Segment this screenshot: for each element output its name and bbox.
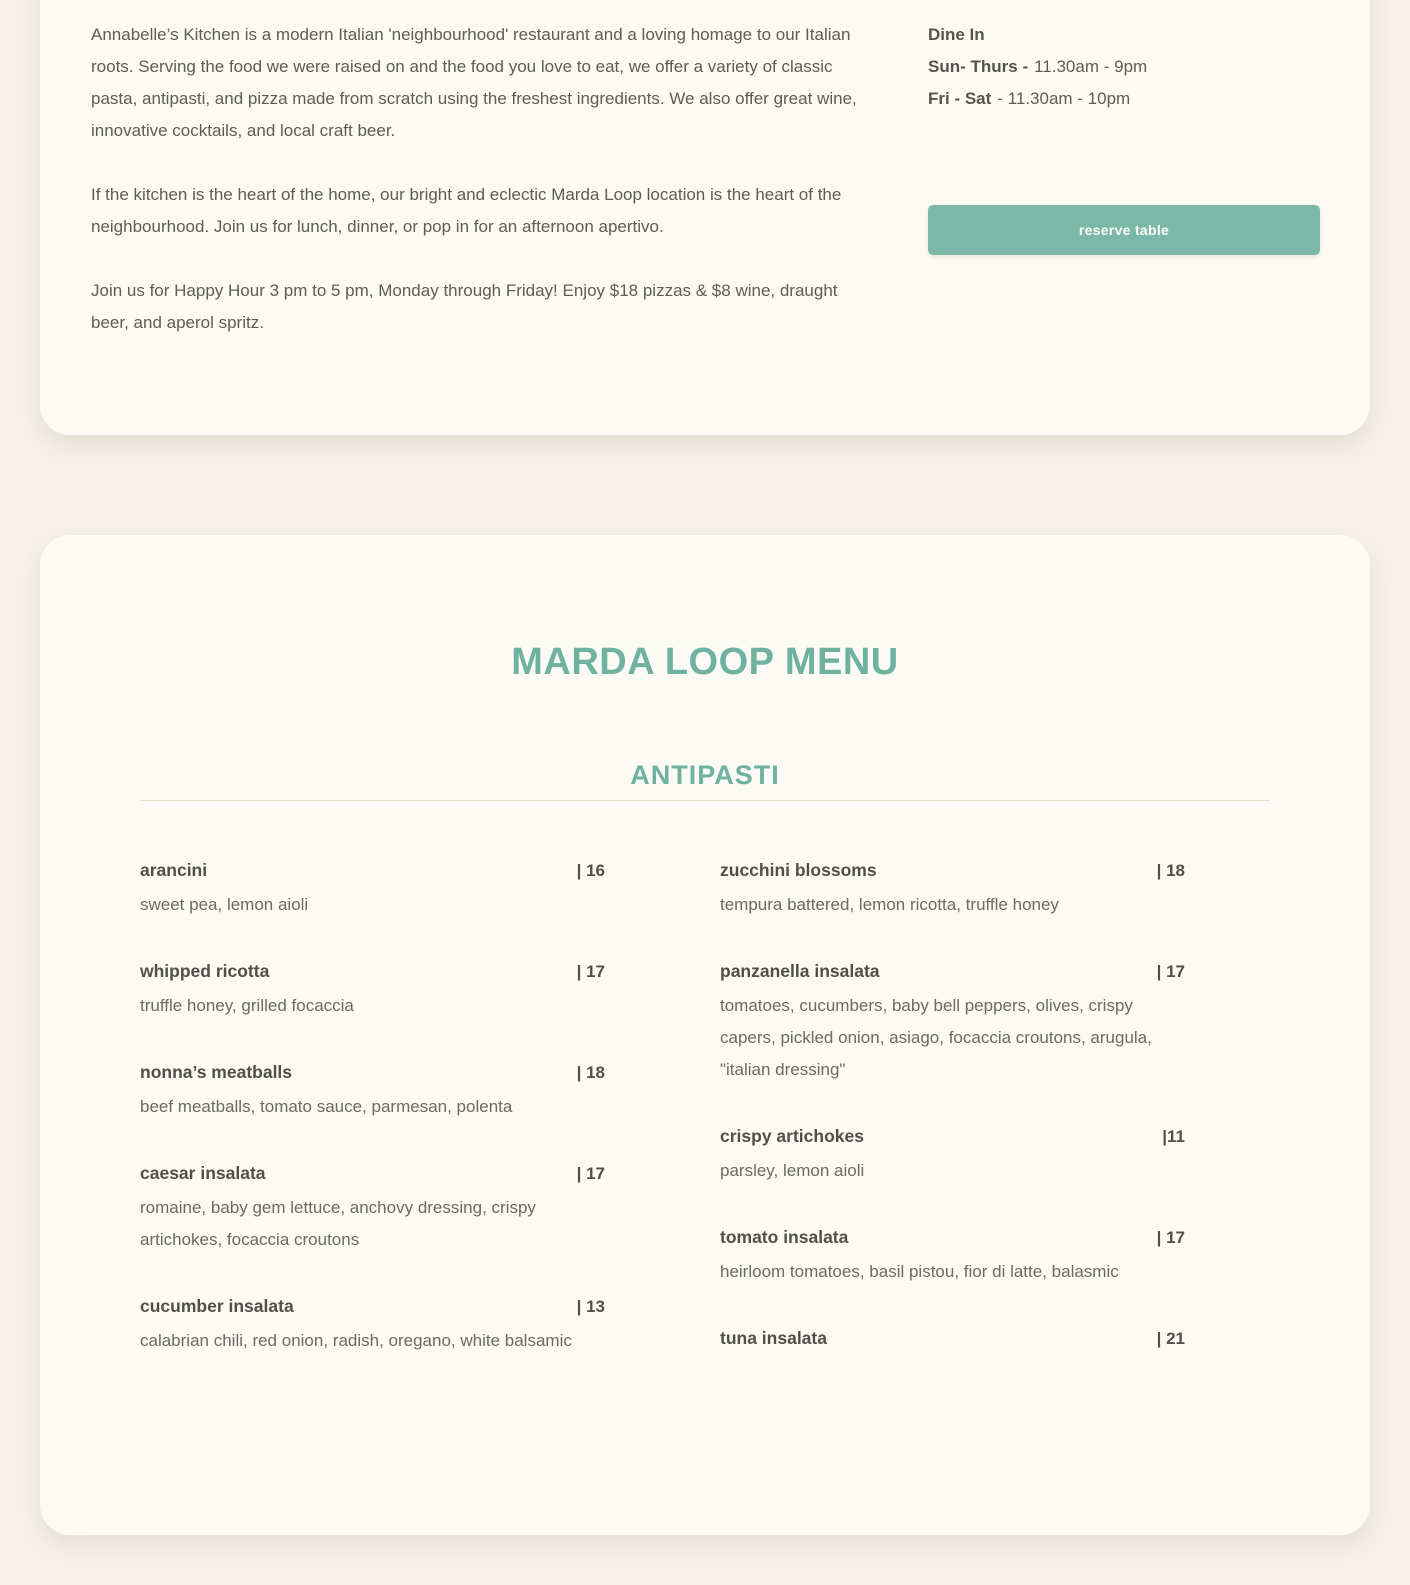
item-price: | 17 bbox=[576, 962, 605, 981]
item-name: crispy artichokes bbox=[720, 1126, 864, 1146]
item-price: | 18 bbox=[576, 1063, 605, 1082]
menu-item-panzanella-insalata bbox=[720, 955, 1185, 1086]
item-name: panzanella insalata bbox=[720, 961, 880, 981]
hours-row-sun-thurs bbox=[928, 51, 1320, 83]
reserve-table-button[interactable]: reserve table bbox=[928, 205, 1320, 255]
intro-card bbox=[40, 0, 1370, 435]
menu-card bbox=[40, 535, 1370, 1535]
menu-item-arancini bbox=[140, 854, 605, 921]
hours-label: Sun- Thurs - bbox=[928, 57, 1029, 76]
intro-paragraph-2: If the kitchen is the heart of the home, our bright and eclectic Marda Loop location is the heart of the neighbourhood. Join us for lunch, dinner, or pop in for an afternoon apertivo. bbox=[91, 185, 842, 236]
menu-item-whipped-ricotta bbox=[140, 955, 605, 1022]
item-description: truffle honey, grilled focaccia bbox=[140, 996, 354, 1015]
dine-in-heading: Dine In bbox=[928, 25, 985, 44]
item-description: beef meatballs, tomato sauce, parmesan, polenta bbox=[140, 1097, 513, 1116]
intro-paragraph-1: Annabelle’s Kitchen is a modern Italian 'neighbourhood' restaurant and a loving homage to our Italian roots. Serving the food we were raised on and the food you love to eat, we offer a variety of classic pasta, antipasti, and pizza made from scratch using the freshest ingredients. We also offer great wine, innovative cocktails, and local craft beer. bbox=[91, 25, 857, 140]
hours-value: - 11.30am - 10pm bbox=[997, 89, 1131, 108]
menu-grid bbox=[140, 854, 1270, 1391]
item-name: nonna’s meatballs bbox=[140, 1062, 293, 1082]
item-name: zucchini blossoms bbox=[720, 860, 877, 880]
item-name: cucumber insalata bbox=[140, 1296, 294, 1316]
item-name: whipped ricotta bbox=[140, 961, 270, 981]
item-price: | 18 bbox=[1156, 861, 1185, 880]
item-price: |11 bbox=[1162, 1127, 1185, 1146]
menu-item-nonnas-meatballs bbox=[140, 1056, 605, 1123]
hours-row-fri-sat bbox=[928, 83, 1320, 115]
hours-and-reserve-panel bbox=[928, 19, 1320, 255]
hours-label: Fri - Sat bbox=[928, 89, 992, 108]
item-name: caesar insalata bbox=[140, 1163, 266, 1183]
item-description: calabrian chili, red onion, radish, oregano, white balsamic bbox=[140, 1331, 572, 1350]
section-title-antipasti: ANTIPASTI bbox=[140, 758, 1270, 801]
menu-item-caesar-insalata bbox=[140, 1157, 605, 1256]
item-price: | 21 bbox=[1156, 1329, 1185, 1348]
menu-item-cucumber-insalata bbox=[140, 1290, 605, 1357]
item-description: sweet pea, lemon aioli bbox=[140, 895, 309, 914]
menu-item-crispy-artichokes bbox=[720, 1120, 1185, 1187]
menu-item-zucchini-blossoms bbox=[720, 854, 1185, 921]
intro-paragraph-3: Join us for Happy Hour 3 pm to 5 pm, Monday through Friday! Enjoy $18 pizzas & $8 wine, draught beer, and aperol spritz. bbox=[91, 281, 838, 332]
item-description: tempura battered, lemon ricotta, truffle honey bbox=[720, 895, 1059, 914]
menu-item-tomato-insalata bbox=[720, 1221, 1185, 1288]
menu-column-left bbox=[140, 854, 605, 1391]
menu-column-right bbox=[720, 854, 1185, 1391]
item-description: romaine, baby gem lettuce, anchovy dressing, crispy artichokes, focaccia croutons bbox=[140, 1198, 536, 1249]
hours-value: 11.30am - 9pm bbox=[1034, 57, 1148, 76]
item-price: | 13 bbox=[576, 1297, 605, 1316]
intro-description bbox=[91, 19, 871, 339]
item-description: tomatoes, cucumbers, baby bell peppers, olives, crispy capers, pickled onion, asiago, focaccia croutons, arugula, "italian dressing" bbox=[720, 996, 1152, 1079]
item-name: arancini bbox=[140, 860, 208, 880]
item-price: | 16 bbox=[576, 861, 605, 880]
item-description: parsley, lemon aioli bbox=[720, 1161, 865, 1180]
item-price: | 17 bbox=[576, 1164, 605, 1183]
item-description: heirloom tomatoes, basil pistou, fior di latte, balasmic bbox=[720, 1262, 1119, 1281]
item-name: tuna insalata bbox=[720, 1328, 827, 1348]
item-name: tomato insalata bbox=[720, 1227, 849, 1247]
item-price: | 17 bbox=[1156, 1228, 1185, 1247]
menu-item-tuna-insalata bbox=[720, 1322, 1185, 1355]
item-price: | 17 bbox=[1156, 962, 1185, 981]
menu-title: MARDA LOOP MENU bbox=[511, 641, 899, 683]
